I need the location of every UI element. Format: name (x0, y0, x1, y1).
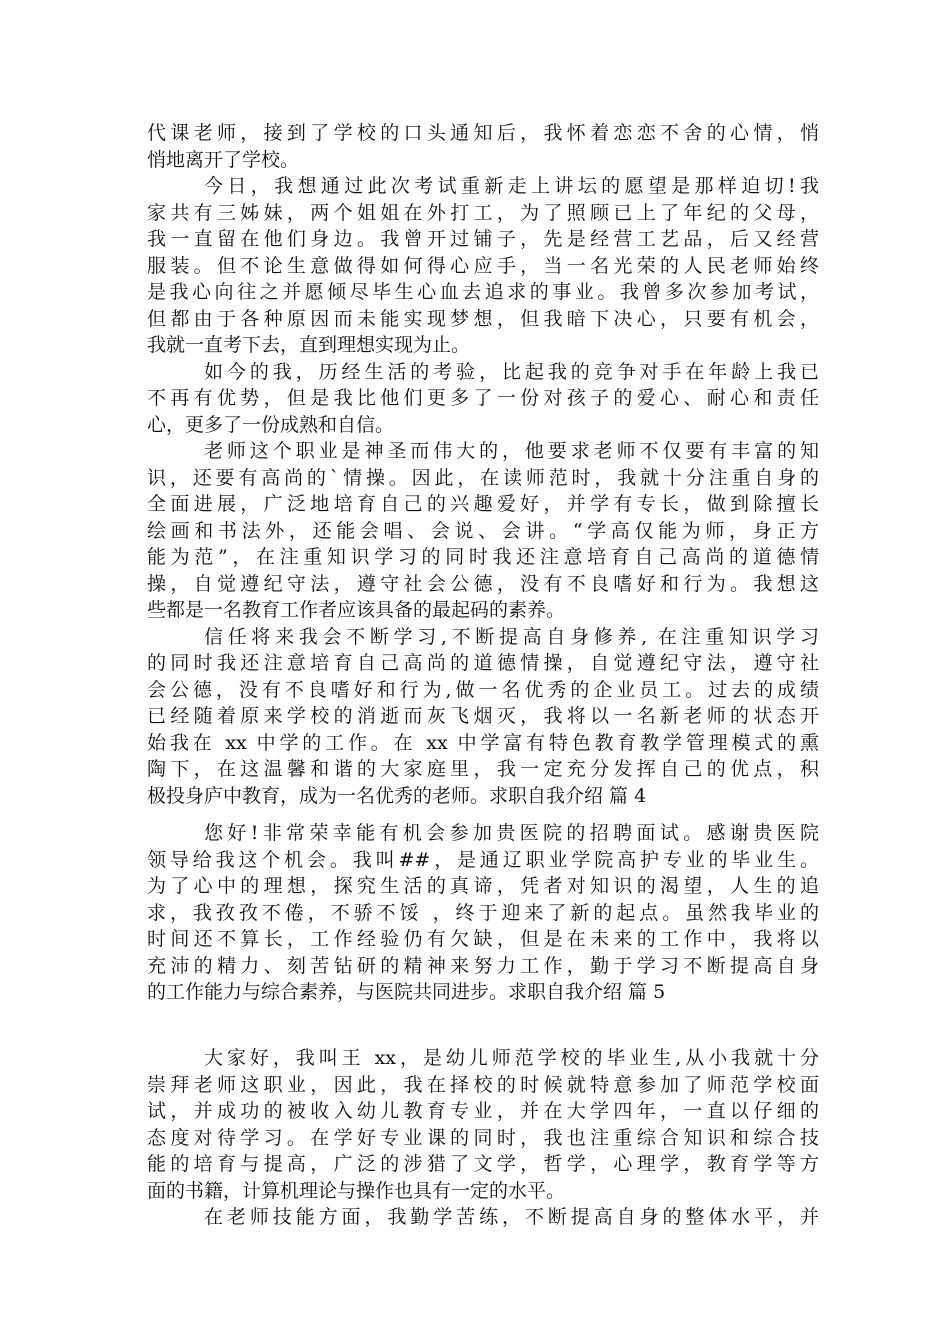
text-line: 悄地离开了学校。 (147, 148, 300, 171)
text-line: 服装。但不论生意做得如何得心应手，当一名光荣的人民老师始终 (147, 254, 819, 277)
text-line: 极投身庐中教育，成为一名优秀的老师。求职自我介绍 篇 4 (147, 784, 647, 807)
text-line: 能的培育与提高，广泛的涉猎了文学，哲学，心理学，教育学等方 (147, 1153, 819, 1175)
text-line: 能为范”，在注重知识学习的同时我还注意培育自己高尚的道德情 (147, 546, 819, 568)
text-line: 信任将来我会不断学习,不断提高自身修养, 在注重知识学习 (204, 625, 819, 648)
text-line: 试，并成功的被收入幼儿教育专业，并在大学四年，一直以仔细的 (147, 1100, 819, 1122)
text-line: 但都由于各种原因而未能实现梦想，但我暗下决心，只要有机会， (147, 307, 819, 330)
text-block-1 (147, 120, 819, 809)
text-block-2 (147, 820, 819, 1006)
text-line: 代课老师，接到了学校的口头通知后，我怀着恋恋不舍的心情，悄 (147, 122, 819, 144)
text-line: 些都是一名教育工作者应该具备的最起码的素养。 (147, 599, 566, 621)
text-line: 面的书籍，计算机理论与操作也具有一定的水平。 (147, 1179, 566, 1202)
text-line: 您好!非常荣幸能有机会参加贵医院的招聘面试。感谢贵医院 (204, 822, 819, 844)
text-line: 为了心中的理想，探究生活的真谛，凭者对知识的渴望，人生的追 (147, 875, 819, 897)
text-line: 全面进展，广泛地培育自己的兴趣爱好，并学有专长，做到除擅长 (147, 493, 819, 515)
text-line: 绘画和书法外，还能会唱、会说、会讲。“学高仅能为师，身正方 (147, 519, 819, 542)
text-line: 心，更多了一份成熟和自信。 (147, 413, 395, 436)
text-line: 家共有三姊妹，两个姐姐在外打工，为了照顾已上了年纪的父母， (147, 201, 819, 224)
text-line: 求，我孜孜不倦，不骄不馁 ，终于迎来了新的起点。虽然我毕业的 (147, 901, 819, 924)
text-line: 大家好，我叫王 xx，是幼儿师范学校的毕业生,从小我就十分 (204, 1047, 819, 1069)
text-line: 陶下，在这温馨和谐的大家庭里，我一定充分发挥自己的优点，积 (147, 758, 819, 780)
text-line: 今日，我想通过此次考试重新走上讲坛的愿望是那样迫切!我 (204, 175, 819, 197)
text-line: 的工作能力与综合素养，与医院共同进步。求职自我介绍 篇 5 (147, 981, 666, 1003)
text-line: 态度对待学习。在学好专业课的同时，我也注重综合知识和综合技 (147, 1126, 819, 1149)
text-line: 我就一直考下去，直到理想实现为止。 (147, 334, 471, 356)
text-line: 操，自觉遵纪守法，遵守社会公德，没有不良嗜好和行为。我想这 (147, 572, 819, 595)
text-line: 的同时我还注意培育自己高尚的道德情操，自觉遵纪守法，遵守社 (147, 652, 819, 674)
document-page (147, 0, 819, 1344)
text-line: 充沛的精力、刻苦钻研的精神来努力工作，勤于学习不断提高自身 (147, 954, 819, 977)
text-line: 是我心向往之并愿倾尽毕生心血去追求的事业。我曾多次参加考试， (147, 281, 819, 303)
text-line: 在老师技能方面，我勤学苦练，不断提高自身的整体水平，并 (204, 1206, 819, 1228)
text-line: 如今的我，历经生活的考验，比起我的竞争对手在年龄上我已 (204, 360, 819, 383)
text-line: 已经随着原来学校的消逝而灰飞烟灭，我将以一名新老师的状态开 (147, 705, 819, 727)
text-line: 崇拜老师这职业，因此，我在择校的时候就特意参加了师范学校面 (147, 1073, 819, 1096)
text-line: 识，还要有高尚的`情操。因此，在读师范时，我就十分注重自身的 (147, 466, 819, 489)
text-line: 不再有优势，但是我比他们更多了一份对孩子的爱心、耐心和责任 (147, 387, 819, 409)
text-block-3 (147, 1045, 819, 1231)
text-line: 会公德，没有不良嗜好和行为,做一名优秀的企业员工。过去的成绩 (147, 678, 819, 701)
text-line: 领导给我这个机会。我叫##，是通辽职业学院高护专业的毕业生。 (147, 848, 819, 871)
text-line: 时间还不算长，工作经验仍有欠缺，但是在未来的工作中，我将以 (147, 928, 819, 950)
text-line: 老师这个职业是神圣而伟大的，他要求老师不仅要有丰富的知 (204, 440, 819, 462)
text-line: 我一直留在他们身边。我曾开过铺子，先是经营工艺品，后又经营 (147, 228, 819, 250)
text-line: 始我在 xx 中学的工作。在 xx 中学富有特色教育教学管理模式的熏 (147, 731, 819, 754)
